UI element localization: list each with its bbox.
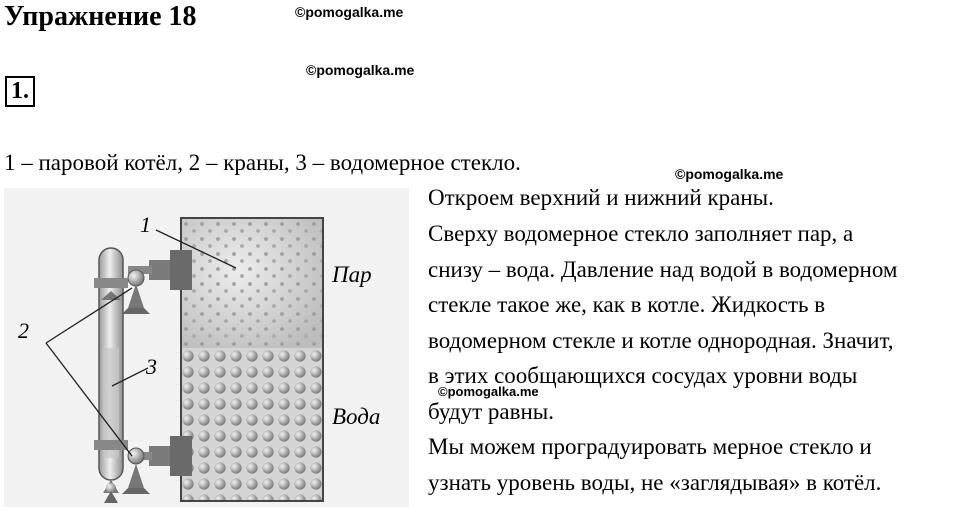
- text-line: Откроем верхний и нижний краны.: [428, 185, 774, 210]
- watermark: ©pomogalka.me: [675, 166, 784, 182]
- label-1: 1: [140, 212, 151, 237]
- text-line: снизу – вода. Давление над водой в водомерном: [428, 257, 898, 282]
- label-water: Вода: [332, 404, 381, 429]
- item-number: 1.: [5, 76, 35, 107]
- boiler-figure: [4, 188, 409, 507]
- watermark: ©pomogalka.me: [295, 4, 404, 20]
- water-particles: [181, 348, 323, 501]
- text-line: водомерном стекле и котле однородная. Значит,: [428, 328, 894, 353]
- watermark: ©pomogalka.me: [306, 62, 415, 78]
- figure-legend: 1 – паровой котёл, 2 – краны, 3 – водомерное стекло.: [4, 150, 521, 175]
- text-line: узнать уровень воды, не «заглядывая» в котёл.: [428, 470, 882, 495]
- text-line: в этих сообщающихся сосудах уровни воды: [428, 363, 858, 388]
- exercise-title: Упражнение 18: [4, 1, 197, 32]
- water-gauge-glass: [94, 248, 128, 503]
- text-line: стекле такое же, как в котле. Жидкость в: [428, 292, 826, 317]
- label-3: 3: [146, 354, 157, 379]
- text-line: Мы можем проградуировать мерное стекло и: [428, 434, 872, 459]
- text-line: будут равны.: [428, 399, 554, 424]
- label-2: 2: [18, 318, 29, 343]
- steam-particles: [181, 218, 323, 348]
- label-steam: Пар: [332, 262, 372, 287]
- watermark: ©pomogalka.me: [438, 384, 539, 399]
- text-line: Сверху водомерное стекло заполняет пар, а: [428, 221, 854, 246]
